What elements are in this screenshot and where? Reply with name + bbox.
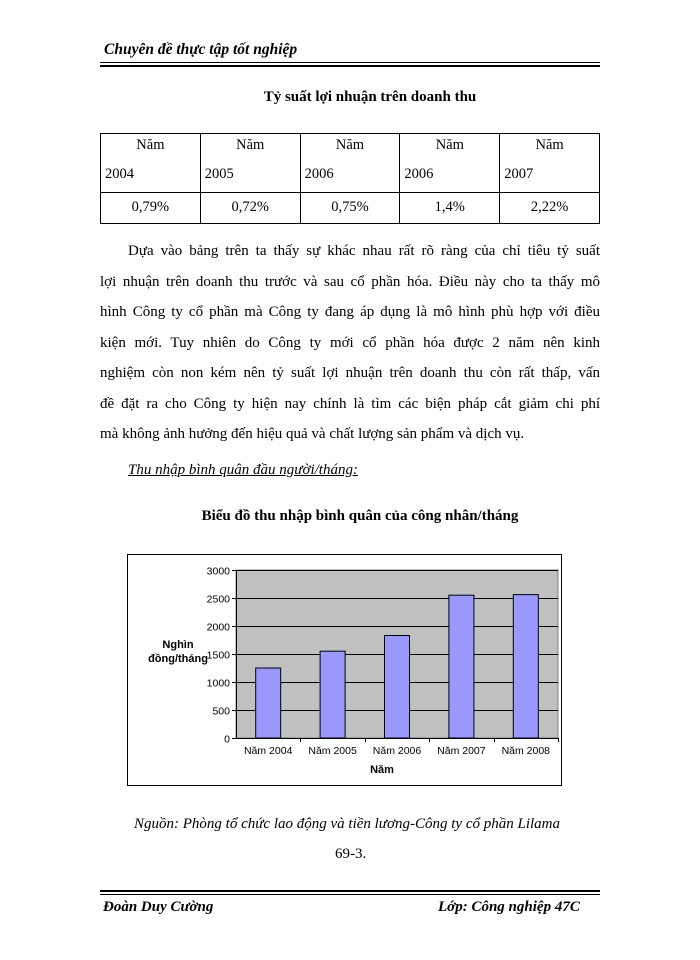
header-label: Năm — [435, 137, 464, 153]
x-axis-label: Năm — [370, 764, 394, 776]
header-year: 2004 — [105, 166, 134, 182]
y-tick-label: 1000 — [206, 677, 230, 690]
class-label: Lớp: Công nghiệp 47C — [438, 899, 580, 915]
table-header-cell — [200, 134, 300, 193]
y-tick-label: 500 — [212, 705, 230, 718]
table-value-cell: 0,72% — [200, 193, 300, 224]
author-name: Đoàn Duy Cường — [103, 899, 214, 915]
table-value-cell: 0,75% — [300, 193, 400, 224]
paragraph-line: lợi nhuận trên doanh thu trước và sau cổ phần hóa. Điều này cho ta thấy mô — [100, 273, 600, 290]
header-label: Năm — [335, 137, 365, 153]
header-rule — [100, 62, 600, 63]
header-label: Năm — [136, 137, 165, 153]
header-year: 2006 — [404, 166, 434, 182]
source-note: Nguồn: Phòng tổ chức lao động và tiền lương-Công ty cổ phần Lilama — [134, 816, 560, 832]
header-year: 2006 — [304, 166, 334, 182]
y-tick-label: 1500 — [206, 649, 230, 662]
profit-ratio-table — [100, 133, 600, 224]
chart-title: Biểu đồ thu nhập bình quân của công nhân/tháng — [201, 508, 519, 524]
analysis-paragraph — [100, 236, 600, 450]
x-tick-label: Năm 2006 — [372, 745, 422, 757]
x-tick-label: Năm 2008 — [501, 745, 551, 757]
bar — [256, 668, 281, 738]
table-value-cell: 0,79% — [101, 193, 201, 224]
x-tick-label: Năm 2005 — [308, 745, 357, 757]
y-tick-label: 2000 — [206, 621, 230, 634]
bar — [320, 651, 345, 738]
y-tick-label: 0 — [224, 733, 230, 746]
income-bar-chart — [127, 554, 562, 786]
paragraph-line: hình Công ty cổ phần mà Công ty đang áp dụng là mô hình phù hợp với điều — [100, 304, 600, 320]
footer-rule — [100, 894, 600, 895]
header-year: 2005 — [204, 166, 234, 182]
x-tick-label: Năm 2004 — [243, 745, 293, 757]
table-value-cell: 2,22% — [500, 193, 600, 224]
subheading: Thu nhập bình quân đầu người/tháng: — [128, 462, 358, 478]
header-year: 2007 — [504, 166, 534, 182]
paragraph-line: nghiệm còn non kém nên tỷ suất lợi nhuận trên doanh thu còn rất thấp, vấn — [100, 365, 600, 381]
y-axis-label: đồng/tháng — [148, 653, 208, 665]
table-header-cell — [101, 134, 201, 193]
header-label: Năm — [535, 137, 564, 153]
paragraph-line: kiện mới. Tuy nhiên do Công ty mới cổ phần hóa được 2 năm nên kinh — [100, 334, 600, 351]
x-tick-label: Năm 2007 — [437, 745, 486, 757]
header-label: Năm — [236, 137, 265, 153]
table-title: Tỷ suất lợi nhuận trên doanh thu — [263, 89, 477, 105]
footer-rule-thick — [100, 890, 600, 892]
header-rule-thick — [100, 65, 600, 67]
paragraph-line: đề đặt ra cho Công ty hiện nay chính là tìm các biện pháp cắt giảm chi phí — [100, 395, 600, 412]
table-header-row — [101, 134, 600, 193]
table-header-cell — [500, 134, 600, 193]
source-note-cont: 69-3. — [335, 846, 367, 862]
y-axis-label: Nghìn — [162, 639, 194, 651]
table-value-cell: 1,4% — [400, 193, 500, 224]
chart-canvas — [128, 555, 561, 785]
running-header: Chuyên đề thực tập tốt nghiệp — [104, 41, 298, 58]
table-header-cell — [300, 134, 400, 193]
bar — [513, 595, 538, 738]
y-tick-label: 2500 — [206, 593, 230, 606]
table-value-row — [101, 193, 600, 224]
table-header-cell — [400, 134, 500, 193]
paragraph-line: Dựa vào bảng trên ta thấy sự khác nhau rất rõ ràng của chỉ tiêu tỷ suất — [128, 243, 600, 259]
y-tick-label: 3000 — [206, 565, 230, 578]
bar — [449, 595, 474, 738]
paragraph-line: mà không ảnh hưởng đến hiệu quả và chất lượng sản phẩm và dịch vụ. — [100, 426, 525, 442]
bar — [385, 636, 410, 738]
